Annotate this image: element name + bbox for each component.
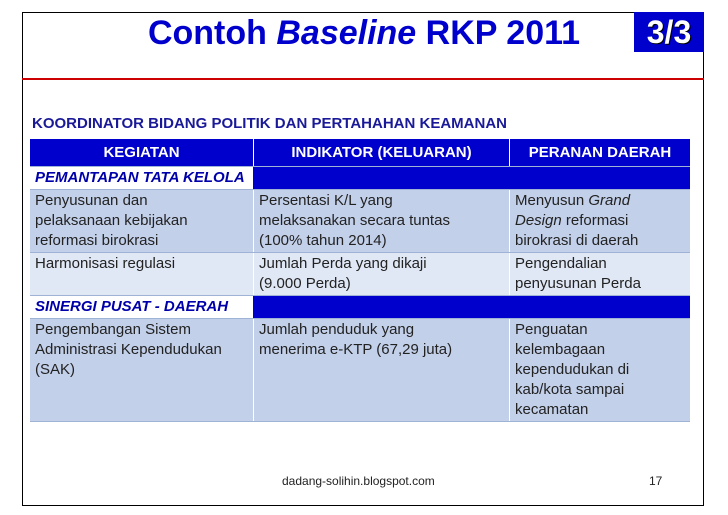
cell-line: menerima e-KTP (67,29 juta) [259,341,453,358]
cell-line: Design reformasi [515,212,629,229]
table-row [30,319,690,422]
header-indikator: INDIKATOR (KELUARAN) [253,139,509,166]
cell-kegiatan [30,190,253,252]
cell-line: birokrasi di daerah [515,232,639,249]
group-row [30,296,690,319]
slide-title: Contoh Baseline RKP 2011 [147,14,581,52]
cell-indikator [253,253,509,295]
cell-line: kab/kota sampai [515,381,625,398]
cell-line: Administrasi Kependudukan [35,341,222,358]
page-badge: 3/3 [634,12,704,52]
cell-line: pelaksanaan kebijakan [35,212,188,229]
cell-line: Penyusunan dan [35,192,148,209]
cell-indikator [253,190,509,252]
header-kegiatan: KEGIATAN [103,144,180,161]
group-label: SINERGI PUSAT - DAERAH [35,298,229,315]
cell-kegiatan [30,319,253,421]
cell-line: kelembagaan [515,341,606,358]
footer-url: dadang-solihin.blogspot.com [282,474,435,488]
cell-line: penyusunan Perda [515,275,641,292]
cell-line: (SAK) [35,361,76,378]
table-row [30,190,690,253]
cell-line: reformasi birokrasi [35,232,159,249]
table-header-row [30,139,690,167]
cell-line: kecamatan [515,401,589,418]
page-number: 17 [649,474,663,488]
table-body [30,167,690,422]
cell-peranan [509,253,690,295]
cell-line: Harmonisasi regulasi [35,255,176,272]
cell-line: Persentasi K/L yang [259,192,393,209]
cell-line: Menyusun Grand [515,192,631,209]
group-row [30,167,690,190]
title-divider [22,78,704,80]
section-title: KOORDINATOR BIDANG POLITIK DAN PERTAHAHAN KEAMANAN [32,115,507,132]
table-row [30,253,690,296]
cell-line: kependudukan di [515,361,630,378]
header-peranan: PERANAN DAERAH [509,139,690,166]
cell-line: Jumlah Perda yang dikaji [259,255,427,272]
cell-line: Penguatan [515,321,588,338]
cell-indikator [253,319,509,421]
cell-line: (100% tahun 2014) [259,232,387,249]
cell-peranan [509,319,690,421]
cell-line: Jumlah penduduk yang [259,321,415,338]
cell-kegiatan [30,253,253,295]
group-label: PEMANTAPAN TATA KELOLA [35,169,245,186]
baseline-table [30,139,690,422]
cell-line: melaksanakan secara tuntas [259,212,450,229]
group-bar [253,167,690,189]
cell-peranan [509,190,690,252]
cell-line: Pengendalian [515,255,607,272]
cell-line: Pengembangan Sistem [35,321,191,338]
group-bar [253,296,690,318]
cell-line: (9.000 Perda) [259,275,351,292]
